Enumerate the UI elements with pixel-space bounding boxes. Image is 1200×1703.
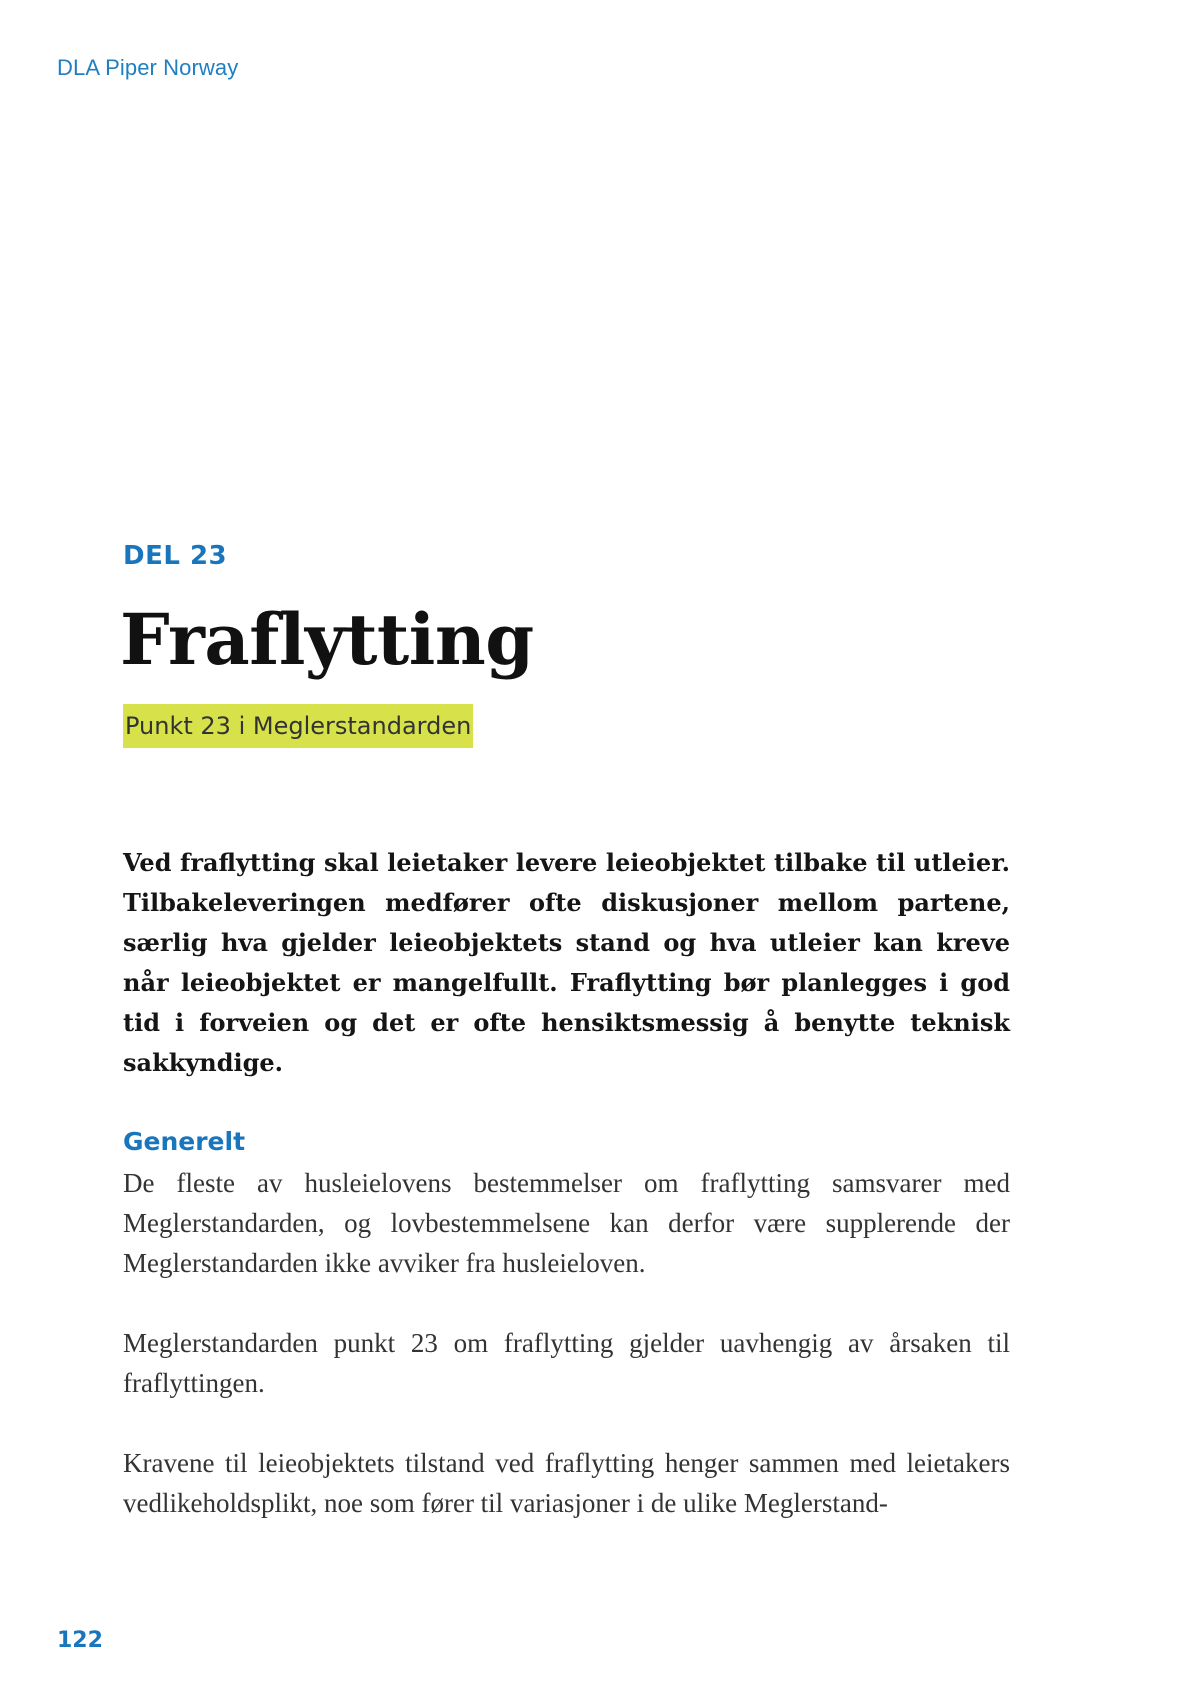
running-header: DLA Piper Norway <box>57 55 239 80</box>
chapter-label: DEL 23 <box>123 541 228 571</box>
chapter-title: Fraflytting <box>120 598 534 681</box>
body-paragraph: Meglerstandarden punkt 23 om fraflytting gjelder uavhengig av årsaken til fraflyttingen. <box>123 1328 1010 1398</box>
chapter-subtitle-wrapper <box>123 704 1010 748</box>
lead-paragraph: Ved fraflytting skal leietaker levere leieobjektet tilbake til utleier. Tilbakeleveringen medfører ofte diskusjoner mellom partene, særlig hva gjelder leieobjektets stand og hva utleier kan kreve når leieobjektet er mangelfullt. Fraflytting bør planlegges i god tid i forveien og det er ofte hensiktsmessig å benytte teknisk sakkyndige. <box>123 848 1010 1077</box>
body-paragraph: De fleste av husleielovens bestemmelser om fraflytting samsvarer med Meglerstandarden, og lovbestemmelsene kan derfor være supplerende der Meglerstandarden ikke avviker fra husleieloven. <box>123 1168 1010 1278</box>
chapter-subtitle-highlight: Punkt 23 i Meglerstandarden <box>123 704 473 748</box>
page-number: 122 <box>57 1628 103 1653</box>
page-content <box>120 540 1010 1523</box>
section-heading: Generelt <box>123 1127 246 1156</box>
body-paragraph: Kravene til leieobjektets tilstand ved fraflytting henger sammen med leietakers vedlikeholdsplikt, noe som fører til variasjoner i de ulike Meglerstand- <box>123 1448 1010 1518</box>
